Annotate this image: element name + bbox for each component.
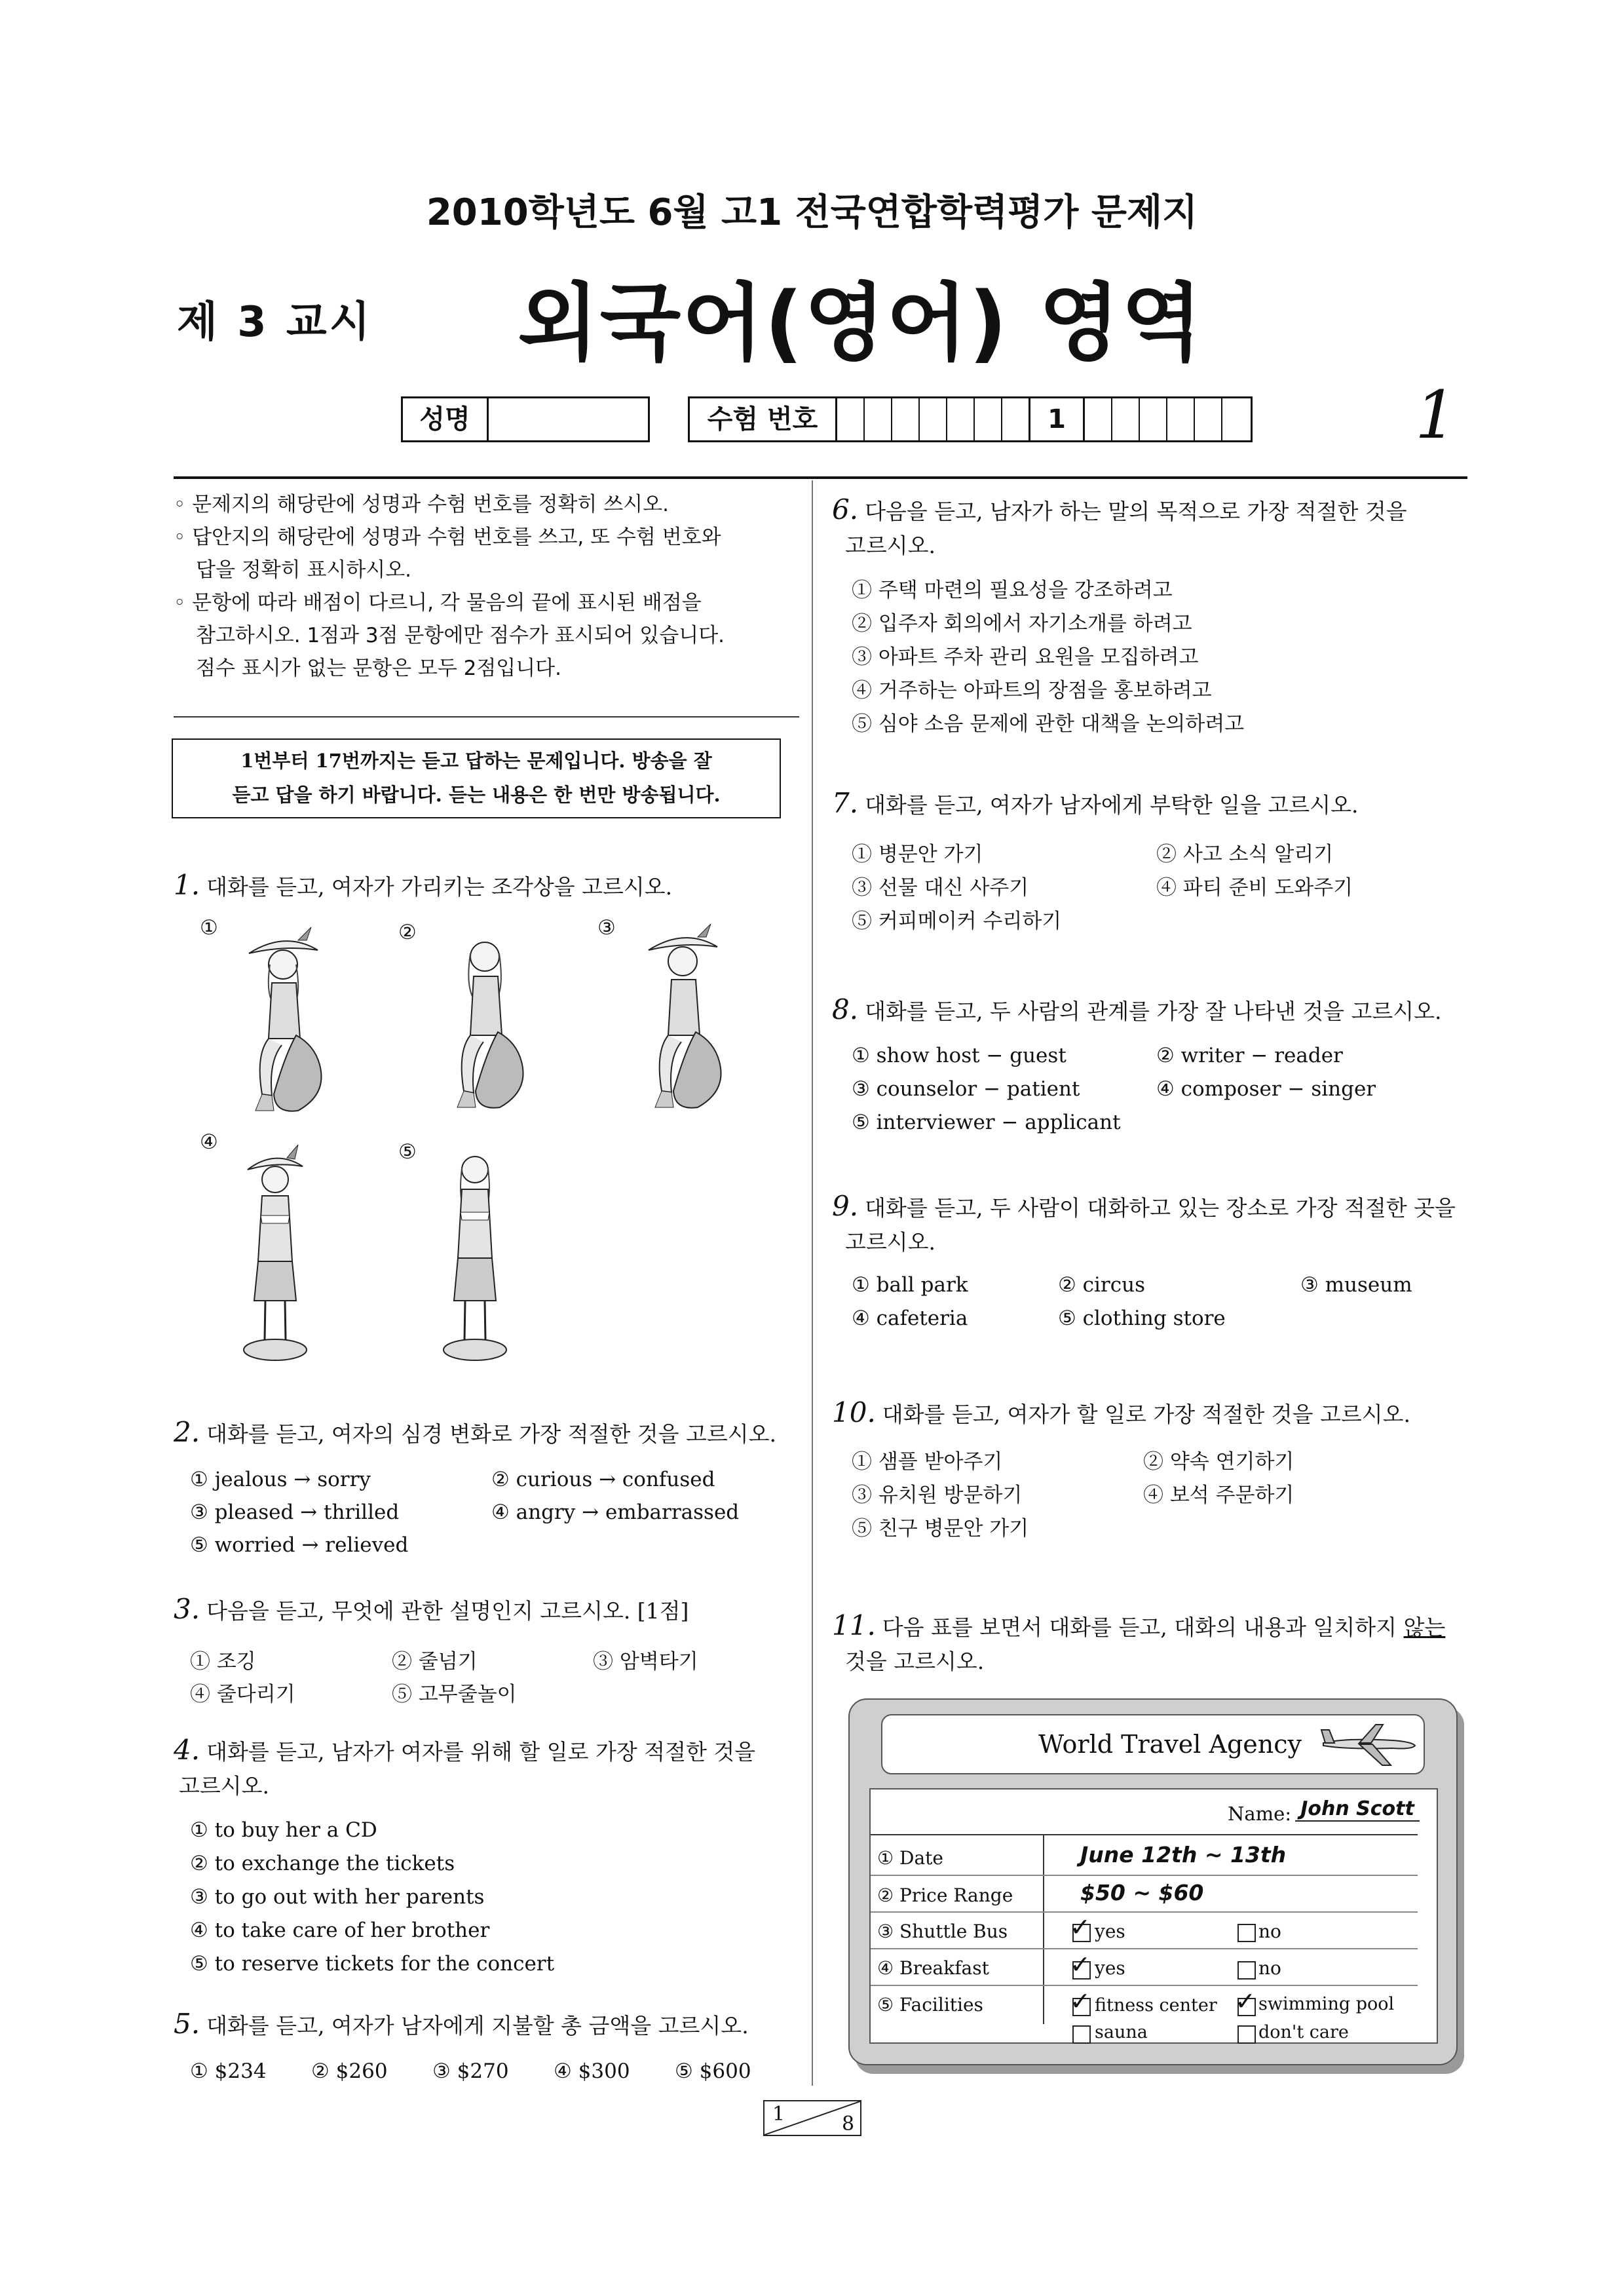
question-5: 5. 대화를 듣고, 여자가 남자에게 지불할 총 금액을 고르시오. [174, 2008, 749, 2040]
airplane-icon [1320, 1718, 1418, 1773]
breakfast-no-checkbox[interactable] [1237, 1961, 1256, 1980]
q6-choice-3[interactable]: ③ 아파트 주차 관리 요원을 모집하려고 [852, 645, 1199, 669]
q10-choice-5[interactable]: ⑤ 친구 병문안 가기 [852, 1517, 1029, 1540]
exam-title: 2010학년도 6월 고1 전국연합학력평가 문제지 [426, 191, 1198, 234]
check-mark-icon: ✓ [1070, 1913, 1091, 1942]
statue-2-sitting-no-hat[interactable] [438, 924, 536, 1120]
travel-form [848, 1698, 1458, 2065]
name-box [401, 396, 650, 442]
fitness-label: fitness center [1095, 1995, 1217, 2016]
sauna-label: sauna [1095, 2022, 1148, 2042]
q4-choice-5[interactable]: ⑤ to reserve tickets for the concert [190, 1952, 555, 1976]
row-price-label: ② Price Range [877, 1885, 1013, 1906]
q8-choice-3[interactable]: ③ counselor − patient [852, 1077, 1080, 1101]
statue-1-sitting-hat[interactable] [236, 924, 334, 1120]
q1-choice-5-label[interactable]: ⑤ [398, 1140, 417, 1164]
q10-choice-4[interactable]: ④ 보석 주문하기 [1143, 1483, 1294, 1507]
question-10: 10. 대화를 듣고, 여자가 할 일로 가장 적절한 것을 고르시오. [832, 1396, 1411, 1428]
breakfast-no-label: no [1258, 1957, 1281, 1979]
pool-label: swimming pool [1258, 1994, 1395, 2014]
exam-number-box [688, 396, 1253, 442]
question-6: 6. 다음을 듣고, 남자가 하는 말의 목적으로 가장 적절한 것을 고르시오. [832, 493, 1407, 558]
table-rule-top [871, 1834, 1418, 1835]
q7-choice-4[interactable]: ④ 파티 준비 도와주기 [1156, 876, 1353, 900]
question-1: 1. 대화를 듣고, 여자가 가리키는 조각상을 고르시오. [174, 869, 673, 901]
sauna-checkbox[interactable] [1072, 2025, 1091, 2044]
name-field[interactable] [489, 398, 648, 440]
q3-choice-3[interactable]: ③ 암벽타기 [593, 1650, 698, 1674]
statue-3-sitting-hat[interactable] [635, 921, 734, 1117]
q3-choice-1[interactable]: ① 조깅 [190, 1650, 256, 1674]
check-mark-icon: ✓ [1070, 1950, 1091, 1979]
statue-5-standing-no-hat[interactable] [436, 1143, 514, 1366]
table-rule-4 [871, 1985, 1418, 1986]
q2-choice-3[interactable]: ③ pleased → thrilled [190, 1501, 400, 1524]
question-7: 7. 대화를 듣고, 여자가 남자에게 부탁한 일을 고르시오. [832, 787, 1359, 819]
subject-title: 외국어(영어) 영역 [518, 275, 1204, 372]
page-total: 8 [842, 2113, 855, 2135]
q5-choice-1[interactable]: ① $234 [190, 2059, 267, 2083]
question-8: 8. 대화를 듣고, 두 사람의 관계를 가장 잘 나타낸 것을 고르시오. [832, 993, 1442, 1025]
q10-choice-2[interactable]: ② 약속 연기하기 [1143, 1450, 1294, 1474]
exam-number-label: 수험 번호 [690, 398, 837, 440]
page-number-box [763, 2100, 861, 2136]
q7-choice-1[interactable]: ① 병문안 가기 [852, 843, 983, 866]
row-date-label: ① Date [877, 1847, 943, 1869]
q9-choice-1[interactable]: ① ball park [852, 1273, 968, 1297]
q3-choice-2[interactable]: ② 줄넘기 [392, 1650, 478, 1674]
q4-choice-4[interactable]: ④ to take care of her brother [190, 1919, 490, 1942]
q9-choice-3[interactable]: ③ museum [1300, 1273, 1412, 1297]
name-label: Name: [1228, 1803, 1292, 1825]
form-body [869, 1788, 1438, 2044]
statue-4-standing-hat[interactable] [236, 1143, 314, 1366]
q1-choice-2-label[interactable]: ② [398, 921, 417, 944]
q9-choice-2[interactable]: ② circus [1058, 1273, 1145, 1297]
page-current: 1 [772, 2103, 785, 2126]
page-mark: 1 [1415, 377, 1457, 453]
q10-choice-1[interactable]: ① 샘플 받아주기 [852, 1450, 1003, 1474]
q1-choice-4-label[interactable]: ④ [200, 1130, 218, 1154]
q5-choice-5[interactable]: ⑤ $600 [675, 2059, 751, 2083]
instructions: ◦ 문제지의 해당란에 성명과 수험 번호를 정확히 쓰시오. ◦ 답안지의 해당란에 성명과 수험 번호를 쓰고, 또 수험 번호와 답을 정확히 표시하시오. ◦ 문항에 따라 배점이 다르니, 각 물음의 끝에 표시된 배점을 참고하시오. 1점과 3점 문항에만 점수가 표시되어 있습니다. 점수 표시가 없는 문항은 모두 2점입니다. [174, 493, 725, 680]
question-9: 9. 대화를 듣고, 두 사람이 대화하고 있는 장소로 가장 적절한 곳을 고르시오. [832, 1190, 1456, 1255]
instructions-rule [174, 716, 799, 718]
q2-choice-1[interactable]: ① jealous → sorry [190, 1468, 371, 1491]
q7-choice-5[interactable]: ⑤ 커피메이커 수리하기 [852, 909, 1062, 933]
exam-number-digit: 1 [1030, 398, 1085, 440]
dont-care-label: don't care [1258, 2022, 1349, 2042]
q1-choice-1-label[interactable]: ① [200, 916, 218, 940]
listening-notice: 1번부터 17번까지는 듣고 답하는 문제입니다. 방송을 잘 듣고 답을 하기 바랍니다. 듣는 내용은 한 번만 방송됩니다. [172, 738, 781, 818]
q8-choice-2[interactable]: ② writer − reader [1156, 1044, 1343, 1067]
q2-choice-5[interactable]: ⑤ worried → relieved [190, 1533, 409, 1557]
q5-choice-2[interactable]: ② $260 [311, 2059, 388, 2083]
shuttle-no-label: no [1258, 1921, 1281, 1942]
q6-choice-1[interactable]: ① 주택 마련의 필요성을 강조하려고 [852, 579, 1173, 602]
q9-choice-5[interactable]: ⑤ clothing store [1058, 1307, 1226, 1330]
table-col-divider [1043, 1834, 1044, 2024]
row-facilities-label: ⑤ Facilities [877, 1994, 983, 2016]
row-shuttle-label: ③ Shuttle Bus [877, 1921, 1008, 1942]
form-title-bar [881, 1714, 1425, 1774]
table-rule-2 [871, 1911, 1418, 1913]
check-mark-icon: ✓ [1235, 1987, 1256, 2016]
q10-choice-3[interactable]: ③ 유치원 방문하기 [852, 1483, 1023, 1507]
shuttle-no-checkbox[interactable] [1237, 1924, 1256, 1942]
q8-choice-1[interactable]: ① show host − guest [852, 1044, 1067, 1067]
exam-number-cells[interactable] [837, 398, 1251, 440]
q5-choice-3[interactable]: ③ $270 [432, 2059, 509, 2083]
q8-choice-5[interactable]: ⑤ interviewer − applicant [852, 1111, 1121, 1134]
table-rule-3 [871, 1948, 1418, 1949]
q4-choice-1[interactable]: ① to buy her a CD [190, 1818, 377, 1842]
row-price-value[interactable]: $50 ~ $60 [1080, 1880, 1204, 1905]
form-title: World Travel Agency [1038, 1730, 1302, 1759]
question-11: 11. 다음 표를 보면서 대화를 듣고, 대화의 내용과 일치하지 않는 것을 고르시오. [832, 1609, 1446, 1674]
dont-care-checkbox[interactable] [1237, 2025, 1256, 2044]
check-mark-icon: ✓ [1070, 1987, 1091, 2016]
q2-choice-4[interactable]: ④ angry → embarrassed [491, 1501, 740, 1524]
q4-choice-3[interactable]: ③ to go out with her parents [190, 1885, 485, 1909]
breakfast-yes-label: yes [1095, 1957, 1125, 1979]
question-2: 2. 대화를 듣고, 여자의 심경 변화로 가장 적절한 것을 고르시오. [174, 1416, 777, 1448]
q3-choice-5[interactable]: ⑤ 고무줄놀이 [392, 1683, 517, 1706]
q2-choice-2[interactable]: ② curious → confused [491, 1468, 715, 1491]
q5-choice-4[interactable]: ④ $300 [554, 2059, 630, 2083]
q3-choice-4[interactable]: ④ 줄다리기 [190, 1683, 295, 1706]
q6-choice-2[interactable]: ② 입주자 회의에서 자기소개를 하려고 [852, 612, 1192, 636]
row-date-value[interactable]: June 12th ~ 13th [1080, 1842, 1287, 1867]
q6-choice-4[interactable]: ④ 거주하는 아파트의 장점을 홍보하려고 [852, 679, 1212, 702]
name-value[interactable]: John Scott [1295, 1797, 1420, 1822]
q4-choice-2[interactable]: ② to exchange the tickets [190, 1852, 455, 1875]
table-rule-1 [871, 1875, 1418, 1876]
header-rule [174, 476, 1467, 479]
q7-choice-2[interactable]: ② 사고 소식 알리기 [1156, 843, 1334, 866]
question-3: 3. 다음을 듣고, 무엇에 관한 설명인지 고르시오. [1점] [174, 1593, 689, 1625]
q6-choice-5[interactable]: ⑤ 심야 소음 문제에 관한 대책을 논의하려고 [852, 712, 1245, 736]
shuttle-yes-label: yes [1095, 1921, 1125, 1942]
row-breakfast-label: ④ Breakfast [877, 1957, 989, 1979]
q8-choice-4[interactable]: ④ composer − singer [1156, 1077, 1376, 1101]
q1-choice-3-label[interactable]: ③ [597, 916, 616, 940]
column-divider [812, 480, 813, 2086]
period-label: 제 3 교시 [177, 298, 373, 347]
question-4: 4. 대화를 듣고, 남자가 여자를 위해 할 일로 가장 적절한 것을 고르시오. [174, 1734, 756, 1799]
q7-choice-3[interactable]: ③ 선물 대신 사주기 [852, 876, 1029, 900]
name-label: 성명 [403, 398, 489, 440]
q9-choice-4[interactable]: ④ cafeteria [852, 1307, 968, 1330]
